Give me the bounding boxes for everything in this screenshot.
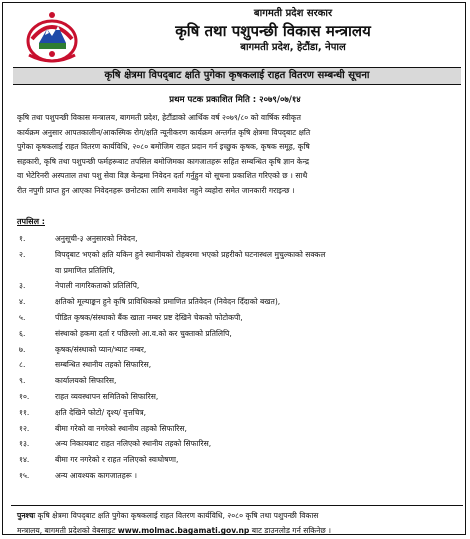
government-name: बागमती प्रदेश सरकार bbox=[253, 8, 333, 19]
footer-divider bbox=[11, 505, 463, 506]
item-text: राहत व्यवस्थापन समितिको सिफारिस, bbox=[55, 391, 159, 401]
item-number: ५. bbox=[19, 312, 26, 322]
postscript-text: बाट डाउनलोड गर्न सकिनेछ । bbox=[251, 525, 331, 535]
item-number: ११. bbox=[19, 407, 30, 417]
ministry-header bbox=[93, 7, 453, 55]
intro-paragraph bbox=[17, 111, 457, 199]
item-text: सम्बन्धित स्थानीय तहको सिफारिस, bbox=[55, 360, 152, 370]
list-title: तपसिल : bbox=[17, 217, 45, 226]
item-number: ४. bbox=[19, 297, 26, 307]
list-item bbox=[17, 326, 457, 342]
item-text: संस्थाको हकमा दर्ता र पछिल्लो आ.व.को कर चुक्ताको प्रतिलिपि, bbox=[55, 328, 232, 338]
list-item bbox=[17, 294, 457, 310]
item-number: ९. bbox=[19, 376, 26, 386]
item-text: क्षतिको मूल्याङ्कन हुने कृषि प्राविधिकको प्रमाणित प्रतिवेदन (निवेदन दिँदाको बखत), bbox=[55, 297, 281, 307]
intro-line: सहकारी, कृषि तथा पशुपन्छी फर्महरूबाट तपसिल बमोजिमका कागजातहरू सहित सम्बन्धित कृषि ज्ञान केन्द्र bbox=[17, 156, 309, 166]
item-number: १३. bbox=[19, 439, 30, 449]
postscript-label: पुनश्चः bbox=[17, 511, 36, 520]
required-documents-list bbox=[17, 231, 457, 484]
list-item bbox=[17, 405, 457, 421]
list-item bbox=[17, 247, 457, 263]
list-item bbox=[17, 278, 457, 294]
list-item bbox=[17, 389, 457, 405]
intro-line: रीत नपुगी प्राप्त हुन आएका निवेदनहरू छनोटका लागि समावेश नहुने व्यहोरा समेत जानकारी गराइन्छ । bbox=[17, 185, 295, 195]
item-text: वा प्रमाणित प्रतिलिपि, bbox=[55, 265, 116, 275]
item-text: क्षति देखिने फोटो/ दृश्य/ वृत्तचित्र, bbox=[55, 407, 147, 417]
website-link[interactable]: www.molmac.bagamati.gov.np bbox=[117, 525, 250, 535]
item-number: १२. bbox=[19, 423, 30, 433]
item-text: अनुसूची-३ अनुसारको निवेदन, bbox=[55, 234, 138, 243]
item-text: विपद्‌बाट भएको क्षति यकिन हुने स्थानीयको रोहबरमा भएको प्रहरीको घटनास्थल मुचुल्काको सक्कल bbox=[55, 249, 326, 259]
item-text: कृषक/संस्थाको प्यान/भ्याट नम्बर, bbox=[55, 344, 147, 354]
item-text: कार्यालयको सिफारिस, bbox=[55, 376, 117, 386]
item-text: पीडित कृषक/संस्थाको बैंक खाता नम्बर प्रष्ट देखिने चेकको फोटोकपी, bbox=[55, 312, 243, 322]
postscript-line bbox=[17, 509, 457, 524]
list-item bbox=[17, 342, 457, 358]
publication-date: प्रथम पटक प्रकाशित मिति : २०७९/०७/१४ bbox=[169, 95, 301, 105]
list-item bbox=[17, 452, 457, 468]
list-item bbox=[17, 231, 457, 247]
page-border bbox=[2, 2, 466, 535]
postscript-text: कृषि क्षेत्रमा विपद्‌बाट क्षति पुगेका कृषकलाई राहत वितरण कार्यविधि, २०८० कृषि तथा पशुपन्छी विकास bbox=[37, 511, 319, 520]
list-item bbox=[17, 468, 457, 484]
item-number: ८. bbox=[19, 360, 26, 370]
item-number: १५. bbox=[19, 470, 30, 480]
item-text: अन्य आवश्यक कागजातहरू । bbox=[55, 470, 137, 480]
notice-title: कृषि क्षेत्रमा विपद्‌बाट क्षति पुगेका कृषकलाई राहत वितरण सम्बन्धी सूचना bbox=[13, 67, 461, 85]
item-number: १४. bbox=[19, 455, 30, 465]
item-number: ३. bbox=[19, 281, 26, 291]
item-number: ६. bbox=[19, 328, 26, 338]
intro-line: वा भेटेरिनरी अस्पताल तथा पशु सेवा विज्ञ केन्द्रमा निवेदन दर्ता गर्नुहुन यो सूचना प्रकाशित गरिएको छ । साथै bbox=[17, 171, 308, 181]
item-number: २. bbox=[19, 249, 26, 259]
item-text: बीमा गरेको वा नगरेको स्थानीय तहको सिफारिस, bbox=[55, 423, 187, 433]
list-item bbox=[17, 263, 457, 279]
item-number: १. bbox=[19, 234, 26, 243]
list-item bbox=[17, 357, 457, 373]
list-item bbox=[17, 436, 457, 452]
item-text: नेपाली नागरिकताको प्रतिलिपि, bbox=[55, 281, 140, 291]
list-item bbox=[17, 310, 457, 326]
item-text: अन्य निकायबाट राहत नलिएको स्थानीय तहको सिफारिस, bbox=[55, 439, 212, 449]
postscript-note bbox=[17, 509, 457, 538]
postscript-text: मन्त्रालय, बागमती प्रदेशको वेबसाइट bbox=[17, 525, 116, 535]
item-number: १०. bbox=[19, 391, 30, 401]
postscript-line bbox=[17, 524, 457, 539]
item-text: बीमा गर नगरेको र राहत नलिएको स्वःघोषणा, bbox=[55, 455, 179, 465]
intro-line: कृषि तथा पशुपन्छी विकास मन्त्रालय, बागमती प्रदेश, हेटौंडाको आर्थिक वर्ष २०७९/८० को वार्षिक स्वीकृत bbox=[17, 113, 301, 122]
intro-line: कार्यक्रम अनुसार आपतकालीन/आकस्मिक रोग/क्षति न्यूनीकरण कार्यक्रम अन्तर्गत कृषि क्षेत्रमा विपद्‌बाट क्षति bbox=[17, 127, 311, 137]
nepal-emblem-icon bbox=[23, 9, 81, 65]
intro-line: पुगेका कृषकलाई राहत वितरण कार्यविधि, २०८० बमोजिम राहत प्रदान गर्न इच्छुक कृषक, कृषक समूह, कृषि bbox=[17, 142, 310, 152]
ministry-name: कृषि तथा पशुपन्छी विकास मन्त्रालय bbox=[175, 22, 371, 40]
list-item bbox=[17, 373, 457, 389]
item-number: ७. bbox=[19, 344, 26, 354]
ministry-address: बागमती प्रदेश, हेटौंडा, नेपाल bbox=[240, 42, 346, 53]
list-item bbox=[17, 421, 457, 437]
